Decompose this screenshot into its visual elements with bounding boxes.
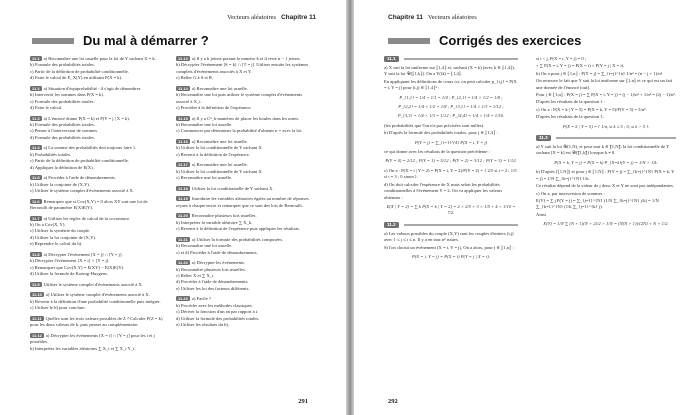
solutions-column-2 [536, 56, 676, 233]
hint-subpart: e) Utiliser les loi des facteurs différents. [176, 285, 250, 291]
hint-subpart: d) Utiliser la loi conjointe de (X,Y). [30, 234, 97, 240]
hint-text: a) Reconnaître une loi usuelle. [191, 139, 248, 145]
exercise-number-badge: 11.23 [178, 296, 188, 302]
hint-subpart: d) Faire le calcul de E_X(Y) en utilisant P(X = k). [30, 75, 123, 81]
hint-text: a) L'énoncé donne P(X = k) et P(Y = j | X = k). [43, 115, 130, 121]
hint-item [30, 282, 166, 288]
solution-formula: P_{2,2} = 1/4 × 1/2 = 1/8 ; P_{3,1} = 1/4 × 1/3 = 1/12 ; [398, 104, 504, 110]
solution-formula: P(Y = 0) = 2/12 ; P(Y = 1) = 5/12 ; P(Y = 2) = 3/12 ; P(Y = 3) = 1/12. [385, 158, 517, 164]
exercise-number-badge: 11.21 [178, 236, 188, 242]
hint-subpart: d) Procéder à l'aide de dénombrements. [176, 279, 249, 285]
hint-subpart: c) Partir de la définition de probabilité conditionnelle. [30, 68, 129, 74]
hint-subpart: c) Relier X et ∑ X_i. [176, 273, 215, 279]
hint-text: a) Utiliser le système complet d'événements associé à X. [45, 292, 150, 298]
hint-subpart: d) Faire le calcul. [30, 105, 63, 111]
solution-paragraph: si i < j, P(X = i, Y = j) = 0 ; [536, 56, 587, 61]
exercise-number-badge: 11.3 [536, 135, 551, 141]
hint-text: a) Décrypter les événements [X = i] ∩ [Y = j] pour les i et j possibles. [30, 332, 155, 345]
exercise-number-badge: 11.1 [384, 56, 399, 62]
hint-subpart: d) Formule des probabilités totales. [30, 134, 95, 140]
right-page [354, 0, 700, 415]
hint-subpart: c) et d) Procéder à l'aide de dénombrements. [176, 249, 258, 255]
hints-column-1 [30, 56, 166, 356]
hint-item [176, 56, 316, 82]
hint-subpart: b) Reconnaître une loi usuelle. [176, 122, 233, 128]
hint-subpart: c) Procéder à la définition de l'espérance. [176, 105, 252, 111]
exercise-number-badge: 11.11 [32, 315, 42, 321]
exercise-number-badge: 11.8 [32, 251, 40, 257]
exercise-number-badge: 11.6 [32, 198, 40, 204]
hint-item [30, 175, 166, 194]
hint-text: a) Reconnaître une loi usuelle. [191, 85, 248, 91]
hint-subpart: c) Penser à l'interversion de sommes. [30, 128, 99, 134]
hint-item [30, 86, 166, 112]
hint-subpart: c) Revenir à la définition de l'espérance puis appliquer les résultats. [176, 226, 300, 232]
solution-paragraph: E(Y) = ∑ j P(Y = j) = ∑_{j=1}^{N} (1/N ∑_{k=j}^{N} j/k) = 1/N ∑_{k=1}^{N} (1/k ∑_{j=1}^{k} j). [536, 197, 659, 210]
hint-item [176, 213, 316, 232]
solution-heading [384, 56, 518, 62]
exercise-number-badge: 11.4 [32, 145, 40, 151]
hint-item [30, 333, 166, 352]
hint-item [30, 316, 166, 329]
solution-paragraph: D'après les résultats de la question 1 : [536, 99, 606, 105]
hint-subpart: b) Interpréter la variable aléatoire ∑ X_k. [176, 219, 253, 225]
hint-text: a) Procéder à l'aide de dénombrements. [43, 175, 116, 181]
exercise-number-badge: 11.15 [178, 115, 188, 121]
hint-item [176, 260, 316, 292]
heading-rule [556, 137, 676, 139]
solution-paragraph: Ainsi [536, 211, 546, 217]
hint-subpart: b) Interpréter les variables aléatoires ∑ X_i et ∑ X_i Y_i. [30, 345, 136, 351]
hint-subpart: c) Formule des probabilités totales. [30, 98, 95, 104]
solution-paragraph: a) Y suit la loi 𝒰(1,N), et pour tout k ∈ ⟦1,N⟧, la loi conditionnelle de Y sachant [X = k] est 𝒰(⟦1,k⟧) lorsque k ≠ 0. [536, 144, 670, 156]
solution-formula: P(Y = j) = ∑_{i=1}^{4} P(X = i, Y = j) [414, 139, 488, 145]
hint-subpart: d) Utiliser la formule de Koenig-Huygens. [30, 271, 109, 277]
left-header-chapter: Chapitre 11 [280, 14, 316, 21]
solution-paragraph: En appliquant les définitions de cours ici, on peut calculer p_{i,j} = P(X = i, Y = j) pour (i,j) ∈ ⟦1,4⟧² : [384, 78, 517, 91]
hint-subpart: d) Appliquer la définition de E(X). [30, 164, 94, 170]
right-section-title [388, 33, 581, 48]
heading-rule [404, 58, 518, 60]
solution-paragraph: Pour j ∈ ⟦1,n⟧ : P(X = j) = ∑ P(X = i, Y = j) = (j − 1)/n² + 1/n² = (2j − 1)/n². [536, 92, 676, 98]
hint-item [30, 216, 166, 248]
exercise-number-badge: 11.18 [178, 185, 188, 191]
hint-text: Quelles sont les trois valeurs possibles de Z ? Calculer P(Z = k) pour les deux valeurs de k, puis penser au complémentaire. [30, 315, 163, 328]
exercise-number-badge: 11.20 [178, 213, 188, 219]
left-section-title [32, 33, 209, 48]
solution-heading [384, 222, 518, 228]
hint-subpart: c) Utiliser le b) pour conclure. [30, 305, 86, 311]
book-gutter [346, 0, 354, 415]
hint-item [30, 292, 166, 311]
solution-block [384, 56, 518, 217]
solution-paragraph: b) D'après la formule des probabilités totales, pour j ∈ ⟦1,4⟧ : [384, 130, 498, 136]
hint-text: a) Décrypter les événements. [191, 260, 246, 266]
left-header-title: Vecteurs aléatoires [227, 14, 277, 21]
solution-formula: P_{1,1} = 1/4 × 1/1 = 1/4 ; P_{2,1} = 1/4 × 1/2 = 1/8 ; [399, 94, 503, 100]
solution-formula: P(X = i, Y = j) = P(X = i) P(Y = j | X = i). [411, 253, 491, 259]
hint-subpart: b) Utiliser la loi conditionnelle de Y sachant X. [176, 145, 263, 151]
hint-item [176, 116, 316, 135]
solution-paragraph: ce qui donne avec les résultats de la question précédente : [384, 149, 490, 155]
hint-subpart: b) Probabilités totales. [30, 151, 72, 157]
hint-subpart: c) Utiliser le système complet d'événements associé à X. [30, 188, 135, 194]
hint-subpart: d) Utiliser la formule des probabilités totales. [176, 315, 260, 321]
hint-subpart: b) Reconnaître une loi usuelle. [176, 243, 233, 249]
solution-block [536, 135, 676, 227]
right-header-chapter: Chapitre 11 [388, 14, 424, 21]
hint-text: a) Utiliser la formule des probabilités composées. [191, 236, 284, 242]
hint-item [176, 196, 316, 209]
exercise-number-badge: 11.13 [178, 56, 188, 61]
hint-subpart: c) Partir de la définition de probabilité conditionnelle. [30, 158, 129, 164]
hint-text: a) Situation d'équiprobabilité : il s'agit de dénombrer. [43, 85, 142, 91]
hint-subpart: c) Dériver la fonction d'un an par rapport à t. [176, 309, 259, 315]
hint-subpart: b) Reconnaître une loi puis utiliser le système complet d'événements associé à X_i. [176, 92, 302, 104]
hint-subpart: b) Formule des probabilités totales. [30, 122, 95, 128]
hint-text: a) Utiliser les règles de calcul de la covariance. [43, 215, 131, 221]
solution-heading [536, 135, 676, 141]
solution-formula: P(X = k | Y = 5) = { 1/n, si k ≤ 5 ; 0, si k > 5 }. [562, 123, 650, 129]
solution-paragraph: a) X suit la loi uniforme sur ⟦1,4⟧ et, sachant (X = k) (avec k ∈ ⟦1,4⟧), Y suit la loi 𝒰(⟦1,k⟧). On a Y(Ω) = ⟦1,4⟧. [384, 65, 515, 77]
hint-item [30, 252, 166, 278]
hint-item [176, 86, 316, 112]
solution-formula: E(X | Y = 2) = ∑ k P(X = k | Y = 2) = 2 × 2/5 + 3 × 1/5 + 4 × 1/10 = 7/2. [386, 203, 516, 216]
hint-subpart: c) Commencer par déterminer la probabilité d'obtenir n = avec la loi. [176, 128, 303, 134]
solutions-column-1 [384, 56, 518, 265]
hint-subpart: c) Remarquer que Cov(X,Y) = E(XY) − E(X)E(Y). [30, 264, 125, 270]
solution-block [536, 56, 676, 130]
hint-subpart: b) Décrypter l'événement [S = k] ∩ [T = j]. Utiliser ensuite les systèmes complets d'événements associés à X et Y. [176, 62, 309, 74]
solution-paragraph: c) On a, par interversion de sommes : [536, 190, 605, 196]
hint-text: a) Reconnaître une loi usuelle. [191, 162, 248, 168]
solution-formula: E(Y) = 1/N ∑ (N + 1)(N + 2)/2 × 1/N = (N(N + 1))/(2N) + N + 1/2. [543, 221, 669, 227]
hint-subpart: b) On a Cov(X, Y). [30, 222, 66, 228]
hint-item [30, 145, 166, 171]
hint-subpart: c) Reconnaître une loi usuelle. [176, 175, 232, 181]
hint-subpart: c) Revenir à la définition de l'espérance. [176, 151, 250, 157]
title-bar-decoration [388, 38, 430, 44]
solution-paragraph: c) On a : P(X = k | Y = 5) = P(X = k, Y = 5)/P(Y = 5) = 5/n². [536, 106, 647, 112]
exercise-number-badge: 11.22 [178, 260, 188, 266]
solution-block [384, 222, 518, 261]
hint-subpart: c) Relier G à S et R. [176, 75, 214, 81]
hint-item [176, 186, 316, 192]
exercise-number-badge: 11.5 [32, 175, 40, 181]
hint-text: Utiliser le système complet d'événements associé à X. [43, 281, 143, 287]
hint-subpart: b) Utiliser la conjointe de (X,Y). [30, 181, 91, 187]
hint-item [30, 56, 166, 82]
solution-paragraph: D'après les résultats de la question 1, [536, 114, 604, 120]
hint-subpart: c) Utiliser la symétrie du couple. [30, 228, 91, 234]
right-section-title-text: Corrigés des exercices [439, 33, 582, 48]
exercise-number-badge: 11.14 [178, 85, 188, 91]
solution-paragraph: + ∑ P(X = i, Y = j) = P(X = i) × P(Y = j | X = i). [536, 63, 625, 69]
hint-text: a) Reconnaître une loi usuelle pour la loi de Y sachant X = k. [43, 56, 156, 61]
exercise-number-badge: 11.17 [178, 162, 188, 168]
hint-subpart: e) Utiliser les résultats du b). [176, 322, 230, 328]
hint-subpart: b) Utiliser la loi conditionnelle de Y sachant X. [176, 168, 263, 174]
hint-item [176, 162, 316, 181]
solution-paragraph: On retrouve le fait que Y suit la loi uniforme sur ⟦1,n⟧ et ce qui est un fait une donnée de l'énoncé (ouf). [536, 78, 673, 90]
left-page-number: 291 [298, 398, 308, 405]
hint-subpart: e) Reprendre le calcul du b). [30, 241, 83, 247]
left-page [0, 0, 346, 415]
exercise-number-badge: 11.16 [178, 139, 188, 145]
hint-text: a) Décrypter l'événement [X = j] ∩ [Y = j]. [43, 251, 123, 257]
solution-formula: P(X = k, Y = j) = P(X = k) P_{X=k}(Y = j) = 1/N × 1/k. [554, 159, 658, 165]
exercise-number-badge: 11.3 [32, 115, 40, 121]
hint-text: a) Il y a Cⁿ_k manières de placer les boules dans les urnes. [191, 115, 300, 121]
hint-item [176, 237, 316, 256]
hint-text: Introduire les variables aléatoires égales au nombre de réponses reçues à chaque envoi et remarquer que ce sont des lois de Bernoulli. [176, 196, 309, 208]
solution-paragraph: Si l'on choisit un événement (X = i, Y = j), On a alors, pour j ∈ ⟦1,n⟧ : [384, 244, 514, 250]
hint-item [30, 116, 166, 142]
right-header-title: Vecteurs aléatoires [427, 14, 477, 21]
solution-paragraph: b) On a pour j ∈ ⟦1,n⟧ : P(Y = j) = ∑_{i=j}^{n} 1/n² = (n − j + 1)/n². [536, 70, 664, 76]
right-running-header [388, 14, 477, 21]
solution-paragraph: Ce résultat dépend de la valeur de j donc X et Y ne sont pas indépendantes. [536, 183, 674, 189]
hint-subpart: b) Intervertir les sommes dans P(X = k). [30, 92, 105, 98]
hint-subpart: b) Formule des probabilités totales. [30, 62, 95, 68]
hint-item [30, 199, 166, 212]
right-page-number: 292 [388, 398, 398, 405]
hint-subpart: b) Revenir à la définition d'une probabilité conditionnelle puis intégrer. [30, 298, 161, 304]
exercise-number-badge: 11.12 [32, 332, 42, 338]
hint-text: Reconnaître plusieurs lois usuelles. [191, 213, 257, 219]
hint-text: a) Il y a k jetons portant le numéro k et il reste n − 1 jetons. [191, 56, 301, 61]
hint-subpart: b) Décrypter l'événement [X = i] ∩ [Y = j]. [30, 258, 110, 264]
exercise-number-badge: 11.1 [32, 56, 40, 61]
solution-paragraph: (les probabilités que l'on n'a pas précisées sont nulles). [384, 122, 485, 128]
hints-column-2 [176, 56, 316, 333]
hint-item [176, 296, 316, 328]
exercise-number-badge: 11.7 [32, 215, 40, 221]
title-bar-decoration [32, 38, 74, 44]
exercise-number-badge: 11.10 [32, 292, 42, 298]
hint-text: Remarquer que si Cov(X,Y) = 0 alors XY suit une loi de Bernoulli de paramètre E(X)E(Y). [30, 198, 148, 211]
solution-paragraph: a) Les valeurs possibles du couple (X,Y) sont les couples d'entiers (i,j) avec 1 ≤ j ≤ i ≤ n. Il y a en tout n² issues. [384, 230, 514, 243]
solution-paragraph: c) On a : P(X = i | Y = 2) = P(X = i, Y = 2)/P(Y = 2) = { 2/5 si i = 2 ; 1/5 si i = 3 ; 0 sinon }. [384, 167, 517, 180]
left-section-title-text: Du mal à démarrer ? [83, 33, 209, 48]
hint-subpart: b) Procéder avec les méthodes classiques. [176, 302, 253, 308]
solution-paragraph: b) D'après [⟦1,N⟧] et pour j ∈ ⟦1,N⟧ : P(Y = j) = ∑_{k=j}^{N} P(X = k, Y = j) = 1/N ∑_{k=j}^{N} 1/k. [536, 169, 675, 181]
heading-rule [404, 224, 518, 226]
hint-item [176, 139, 316, 158]
left-running-header [227, 14, 316, 21]
hint-subpart: b) Reconnaître plusieurs lois usuelles. [176, 266, 246, 272]
solution-paragraph: d) On doit calculer l'espérance de X mais selon les probabilités conditionnelles à l'événement Y = 2. On va appliquer les valeurs obtenues : [384, 181, 503, 200]
exercise-number-badge: 11.9 [32, 281, 40, 287]
hint-text: Utiliser la loi conditionnelle de Y sachant X. [191, 185, 274, 191]
exercise-number-badge: 11.2 [32, 85, 40, 91]
exercise-number-badge: 11.2 [384, 222, 399, 228]
hint-text: a) Facile ? [191, 296, 211, 302]
hint-text: a) La somme des probabilités doit toujours faire 1. [43, 145, 137, 151]
exercise-number-badge: 11.19 [178, 196, 188, 202]
solution-formula: P_{3,3} = 1/4 × 1/3 = 1/12 ; P_{4,4} = 1/4 × 1/4 = 1/16. [397, 113, 505, 119]
